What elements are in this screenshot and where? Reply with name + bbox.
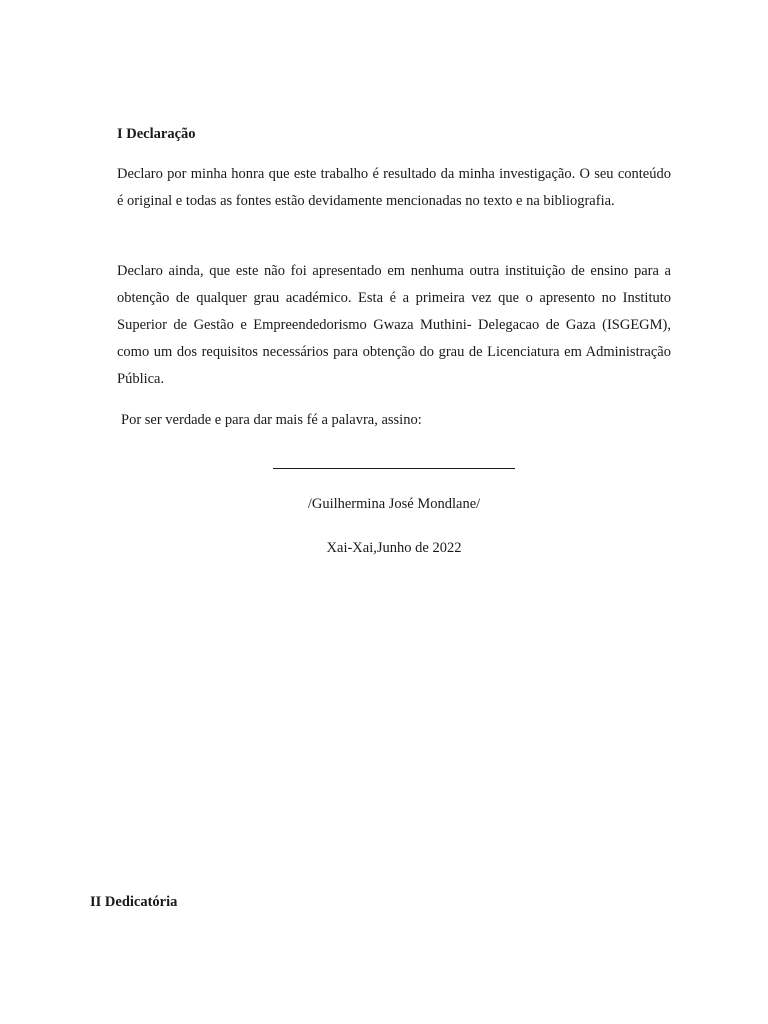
declaration-closing: Por ser verdade e para dar mais fé a palavra, assino:: [121, 412, 422, 428]
signer-name: /Guilhermina José Mondlane/: [307, 496, 481, 512]
declaration-heading: I Declaração: [117, 126, 196, 142]
place-date: Xai-Xai,Junho de 2022: [326, 540, 462, 556]
declaration-paragraph-2: Declaro ainda, que este não foi apresentado em nenhuma outra instituição de ensino para a obtenção de qualquer grau académico. Esta é a primeira vez que o apresento no Instituto Superior de Gestão e Empreendedorismo Gwaza Muthini- Delegacao de Gaza (ISGEGM), como um dos requisitos necessários para obtenção do grau de Licenciatura em Administração Pública.: [117, 263, 671, 387]
declaration-paragraph-1: Declaro por minha honra que este trabalho é resultado da minha investigação. O seu conteúdo é original e todas as fontes estão devidamente mencionadas no texto e na bibliografia.: [117, 166, 671, 209]
dedication-heading: II Dedicatória: [90, 894, 178, 910]
signature-line: [273, 468, 515, 469]
